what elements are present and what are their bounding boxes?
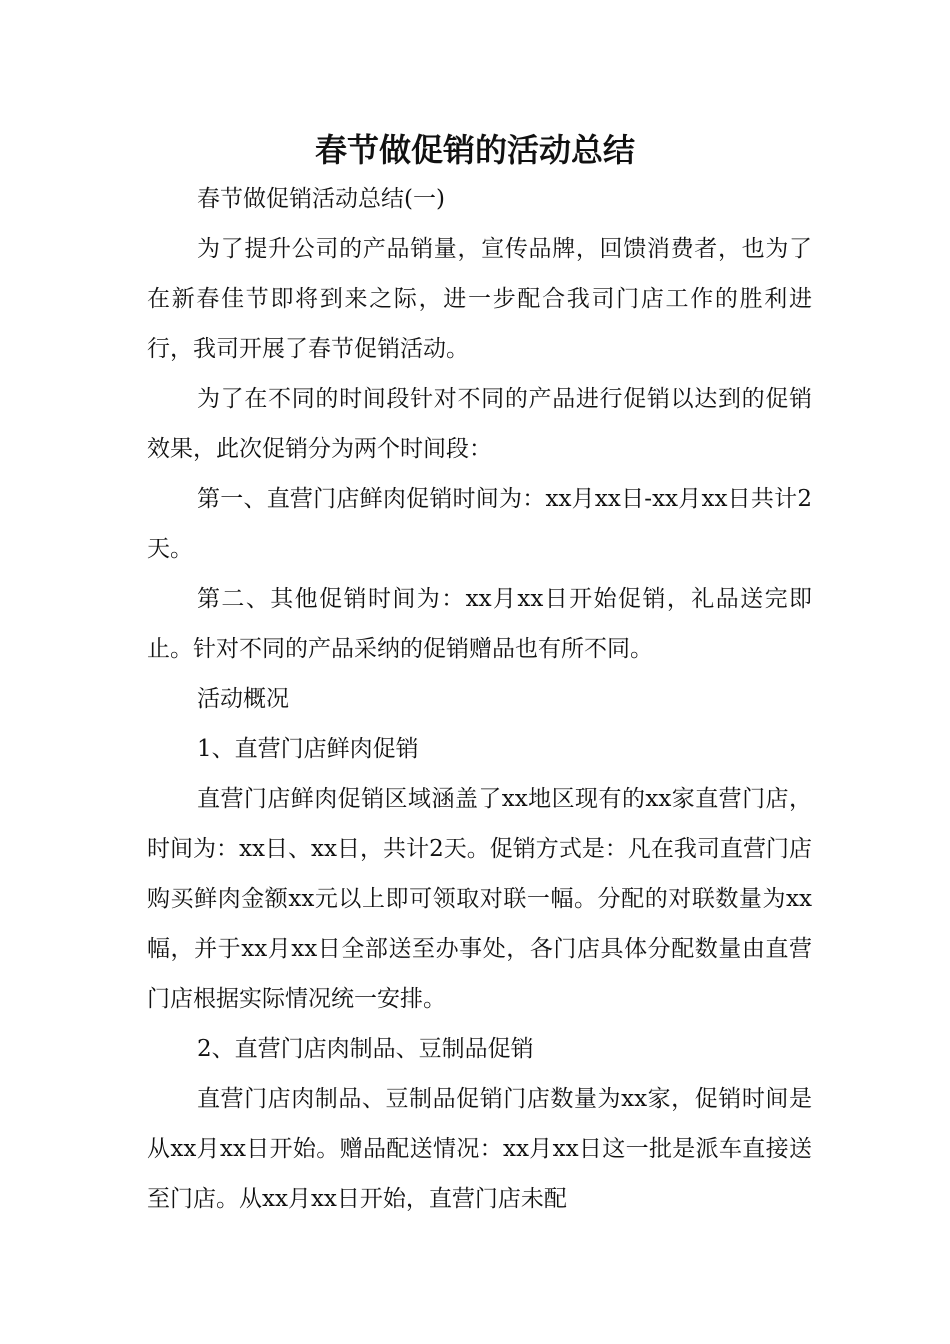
paragraph-intro: 为了提升公司的产品销量，宣传品牌，回馈消费者，也为了在新春佳节即将到来之际，进一步配合我司门店工作的胜利进行，我司开展了春节促销活动。 (147, 236, 812, 362)
paragraph-periods: 为了在不同的时间段针对不同的产品进行促销以达到的促销效果，此次促销分为两个时间段： (147, 386, 812, 462)
paragraph-fresh-meat: 直营门店鲜肉促销区域涵盖了xx地区现有的xx家直营门店，时间为：xx日、xx日，共计2天。促销方式是：凡在我司直营门店购买鲜肉金额xx元以上即可领取对联一幅。分配的对联数量为xx幅，并于xx月xx日全部送至办事处，各门店具体分配数量由直营门店根据实际情况统一安排。 (147, 786, 812, 1012)
section-heading-meat-bean-products: 2、直营门店肉制品、豆制品促销 (197, 1036, 534, 1062)
section-heading-fresh-meat: 1、直营门店鲜肉促销 (197, 736, 419, 762)
paragraph-period-one: 第一、直营门店鲜肉促销时间为：xx月xx日-xx月xx日共计2天。 (147, 486, 812, 562)
document-body (147, 174, 812, 1224)
document-title: 春节做促销的活动总结 (314, 131, 635, 169)
paragraph-period-two: 第二、其他促销时间为：xx月xx日开始促销，礼品送完即止。针对不同的产品采纳的促销赠品也有所不同。 (147, 586, 812, 662)
paragraph-meat-bean-products: 直营门店肉制品、豆制品促销门店数量为xx家，促销时间是从xx月xx日开始。赠品配送情况：xx月xx日这一批是派车直接送至门店。从xx月xx日开始，直营门店未配 (147, 1086, 812, 1212)
section-heading-overview: 活动概况 (197, 686, 289, 712)
paragraph-subtitle: 春节做促销活动总结(一) (197, 186, 445, 212)
